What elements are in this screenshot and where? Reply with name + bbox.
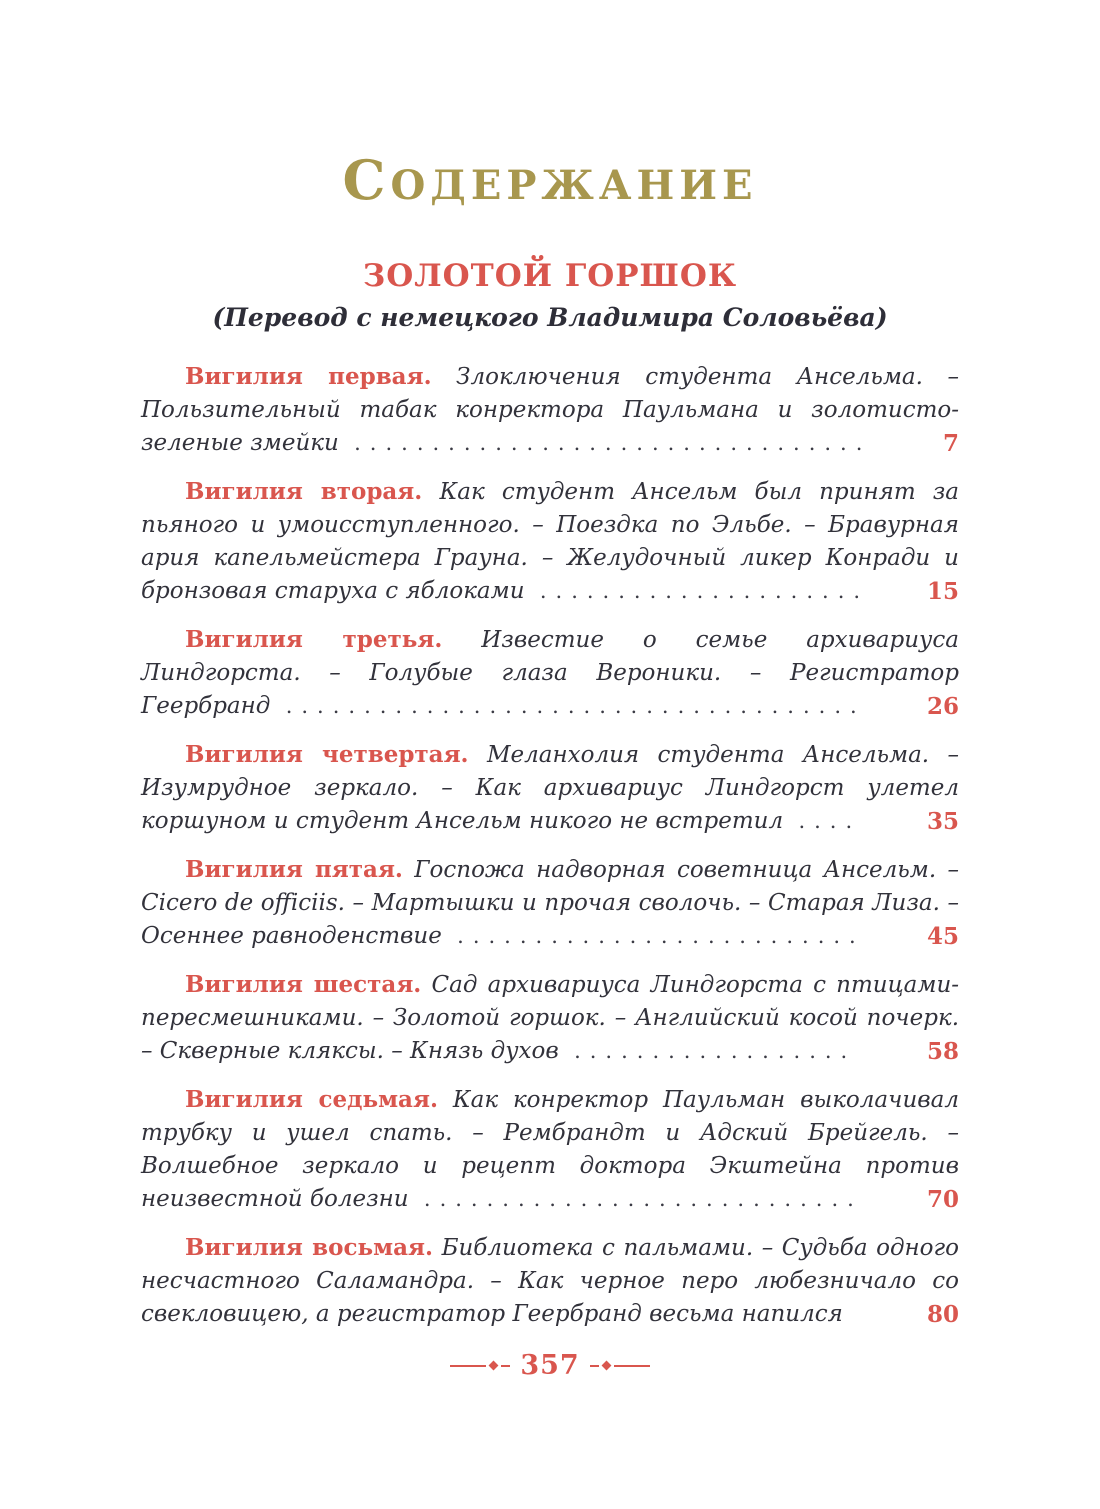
dot-leader: ..................................... [285, 694, 866, 718]
toc-entry-text: Библиотека с пальмами. – Судьба одного несчастного Саламандра. – Как черное перо любезничало со свекловицею, а регистратор Геербранд весьма напился [141, 1235, 960, 1327]
dot-leader: ..................... [539, 579, 870, 603]
toc-entry-page: 70 [926, 1186, 959, 1213]
toc-entry-label: Вигилия вторая. [185, 478, 423, 505]
ornament-line [614, 1365, 650, 1367]
toc-entry-page: 45 [926, 923, 959, 950]
toc-entry-page: 35 [926, 808, 959, 835]
toc-entry-text: Сад архивариуса Линдгорста с птицами-пересмешниками. – Золотой горшок. – Английский косой почерк. – Скверные кляксы. – Князь духов [141, 972, 960, 1064]
toc-entry-label: Вигилия четвертая. [185, 741, 469, 768]
toc-entry-text: Госпожа надворная советница Ансельм. – Cicero de officiis. – Мартышки и прочая сволочь. – Старая Лиза. – Осеннее равноденствие [141, 857, 959, 949]
footer-ornament-left-icon [450, 1362, 510, 1369]
toc-entry [141, 360, 959, 460]
toc-entry-text: Как конректор Паульман выколачивал трубку и ушел спать. – Рембрандт и Адский Брейгель. – Волшебное зеркало и рецепт доктора Экштейна против неизвестной болезни [141, 1087, 960, 1212]
dot-leader: ................................. [354, 431, 872, 455]
toc-entry-page: 80 [926, 1301, 959, 1328]
toc-entry [141, 1231, 959, 1331]
translation-note: (Перевод с немецкого Владимира Соловьёва) [212, 303, 888, 332]
dot-leader: .... [798, 809, 862, 833]
footer-ornament-right-icon [590, 1362, 650, 1369]
contents-title: СОДЕРЖАНИЕ [342, 148, 758, 212]
toc-entry-label: Вигилия третья. [185, 626, 443, 653]
dot-leader: .......................... [457, 924, 865, 948]
toc-entry [141, 1083, 959, 1216]
toc-entry-label: Вигилия шестая. [185, 971, 422, 998]
ornament-diamond [489, 1361, 499, 1371]
toc-entry-text: Как студент Ансельм был принят за пьяного и умоисступленного. – Поездка по Эльбе. – Бравурная ария капельмейстера Грауна. – Желудочный ликер Конради и бронзовая старуха с яблоками [141, 479, 960, 604]
toc-entry [141, 853, 959, 953]
toc-entry [141, 738, 959, 838]
toc-entry-label: Вигилия первая. [185, 363, 432, 390]
toc-entry [141, 968, 959, 1068]
toc-entry-page: 7 [942, 430, 959, 457]
dot-leader: ............................ [423, 1187, 863, 1211]
ornament-line [501, 1365, 510, 1367]
toc-entry-label: Вигилия пятая. [185, 856, 403, 883]
folio-number: 357 [520, 1350, 580, 1381]
page-footer [0, 1350, 1100, 1381]
toc-entry-text: Меланхолия студента Ансельма. – Изумрудное зеркало. – Как архивариус Линдгорст улетел коршуном и студент Ансельм никого не встретил [141, 742, 960, 834]
toc-entry [141, 475, 959, 608]
toc-entry-label: Вигилия восьмая. [185, 1234, 433, 1261]
ornament-line [450, 1365, 486, 1367]
toc-content [141, 0, 959, 1331]
toc-entry-text: Известие о семье архивариуса Линдгорста. – Голубые глаза Вероники. – Регистратор Геербранд [141, 627, 959, 719]
toc-entry-text: Злоключения студента Ансельма. – Пользительный табак конректора Паульмана и золотисто-зеленые змейки [141, 364, 959, 456]
toc-entry-label: Вигилия седьмая. [185, 1086, 438, 1113]
toc-entry [141, 623, 959, 723]
book-title: ЗОЛОТОЙ ГОРШОК [362, 258, 738, 294]
dot-leader: .................. [574, 1039, 857, 1063]
toc-entry-page: 26 [926, 693, 959, 720]
ornament-diamond [601, 1361, 611, 1371]
ornament-line [590, 1365, 599, 1367]
toc-entry-page: 58 [926, 1038, 959, 1065]
toc-entry-page: 15 [926, 578, 959, 605]
